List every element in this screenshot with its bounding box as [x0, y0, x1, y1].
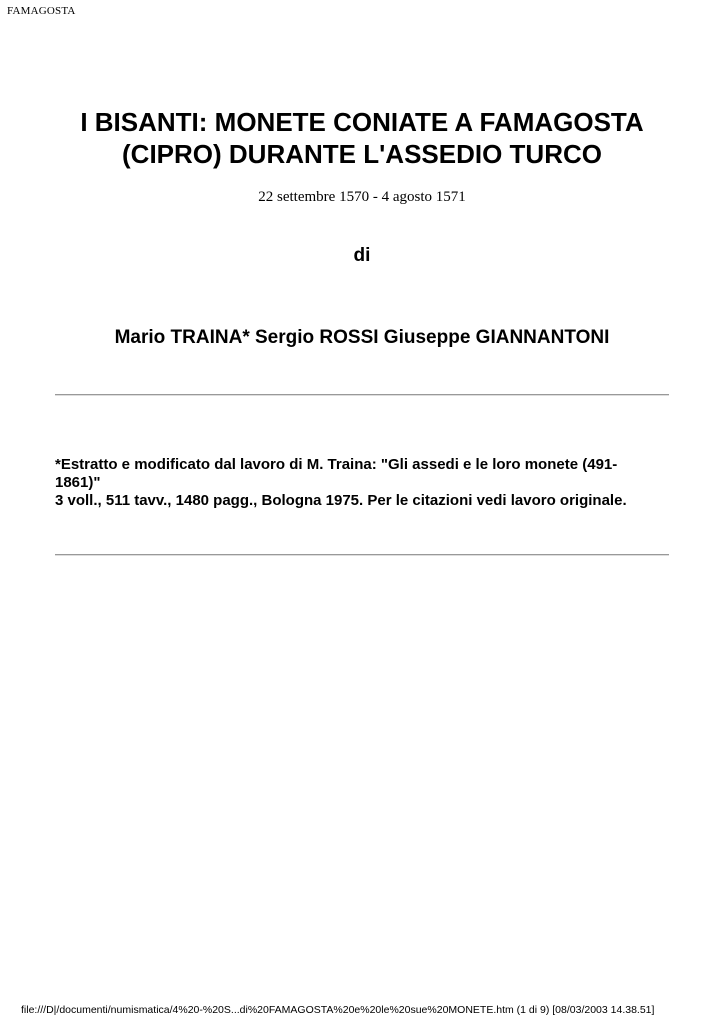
running-header: FAMAGOSTA: [7, 5, 76, 17]
date-range: 22 settembre 1570 - 4 agosto 1571: [258, 189, 466, 205]
footer-source-path: file:///D|/documenti/numismatica/4%20-%20S...di%20FAMAGOSTA%20e%20le%20sue%20MONETE.htm (1 di 9) [08/03/2003 14.38.51]: [21, 1004, 655, 1016]
page-title: [0, 106, 724, 170]
horizontal-rule-top: [55, 394, 669, 396]
horizontal-rule-bottom: [55, 554, 669, 556]
footnote-line-1: *Estratto e modificato dal lavoro di M. Traina: "Gli assedi e le loro monete (491-: [55, 456, 618, 473]
title-line-1: I BISANTI: MONETE CONIATE A FAMAGOSTA: [80, 107, 644, 137]
authors: Mario TRAINA* Sergio ROSSI Giuseppe GIANNANTONI: [114, 327, 610, 348]
footnote-line-2: 1861)": [55, 474, 101, 491]
title-line-2: (CIPRO) DURANTE L'ASSEDIO TURCO: [122, 139, 602, 169]
footnote: [55, 456, 655, 510]
byline-di: di: [353, 245, 371, 266]
footnote-line-3: 3 voll., 511 tavv., 1480 pagg., Bologna 1975. Per le citazioni vedi lavoro originale.: [55, 492, 627, 509]
